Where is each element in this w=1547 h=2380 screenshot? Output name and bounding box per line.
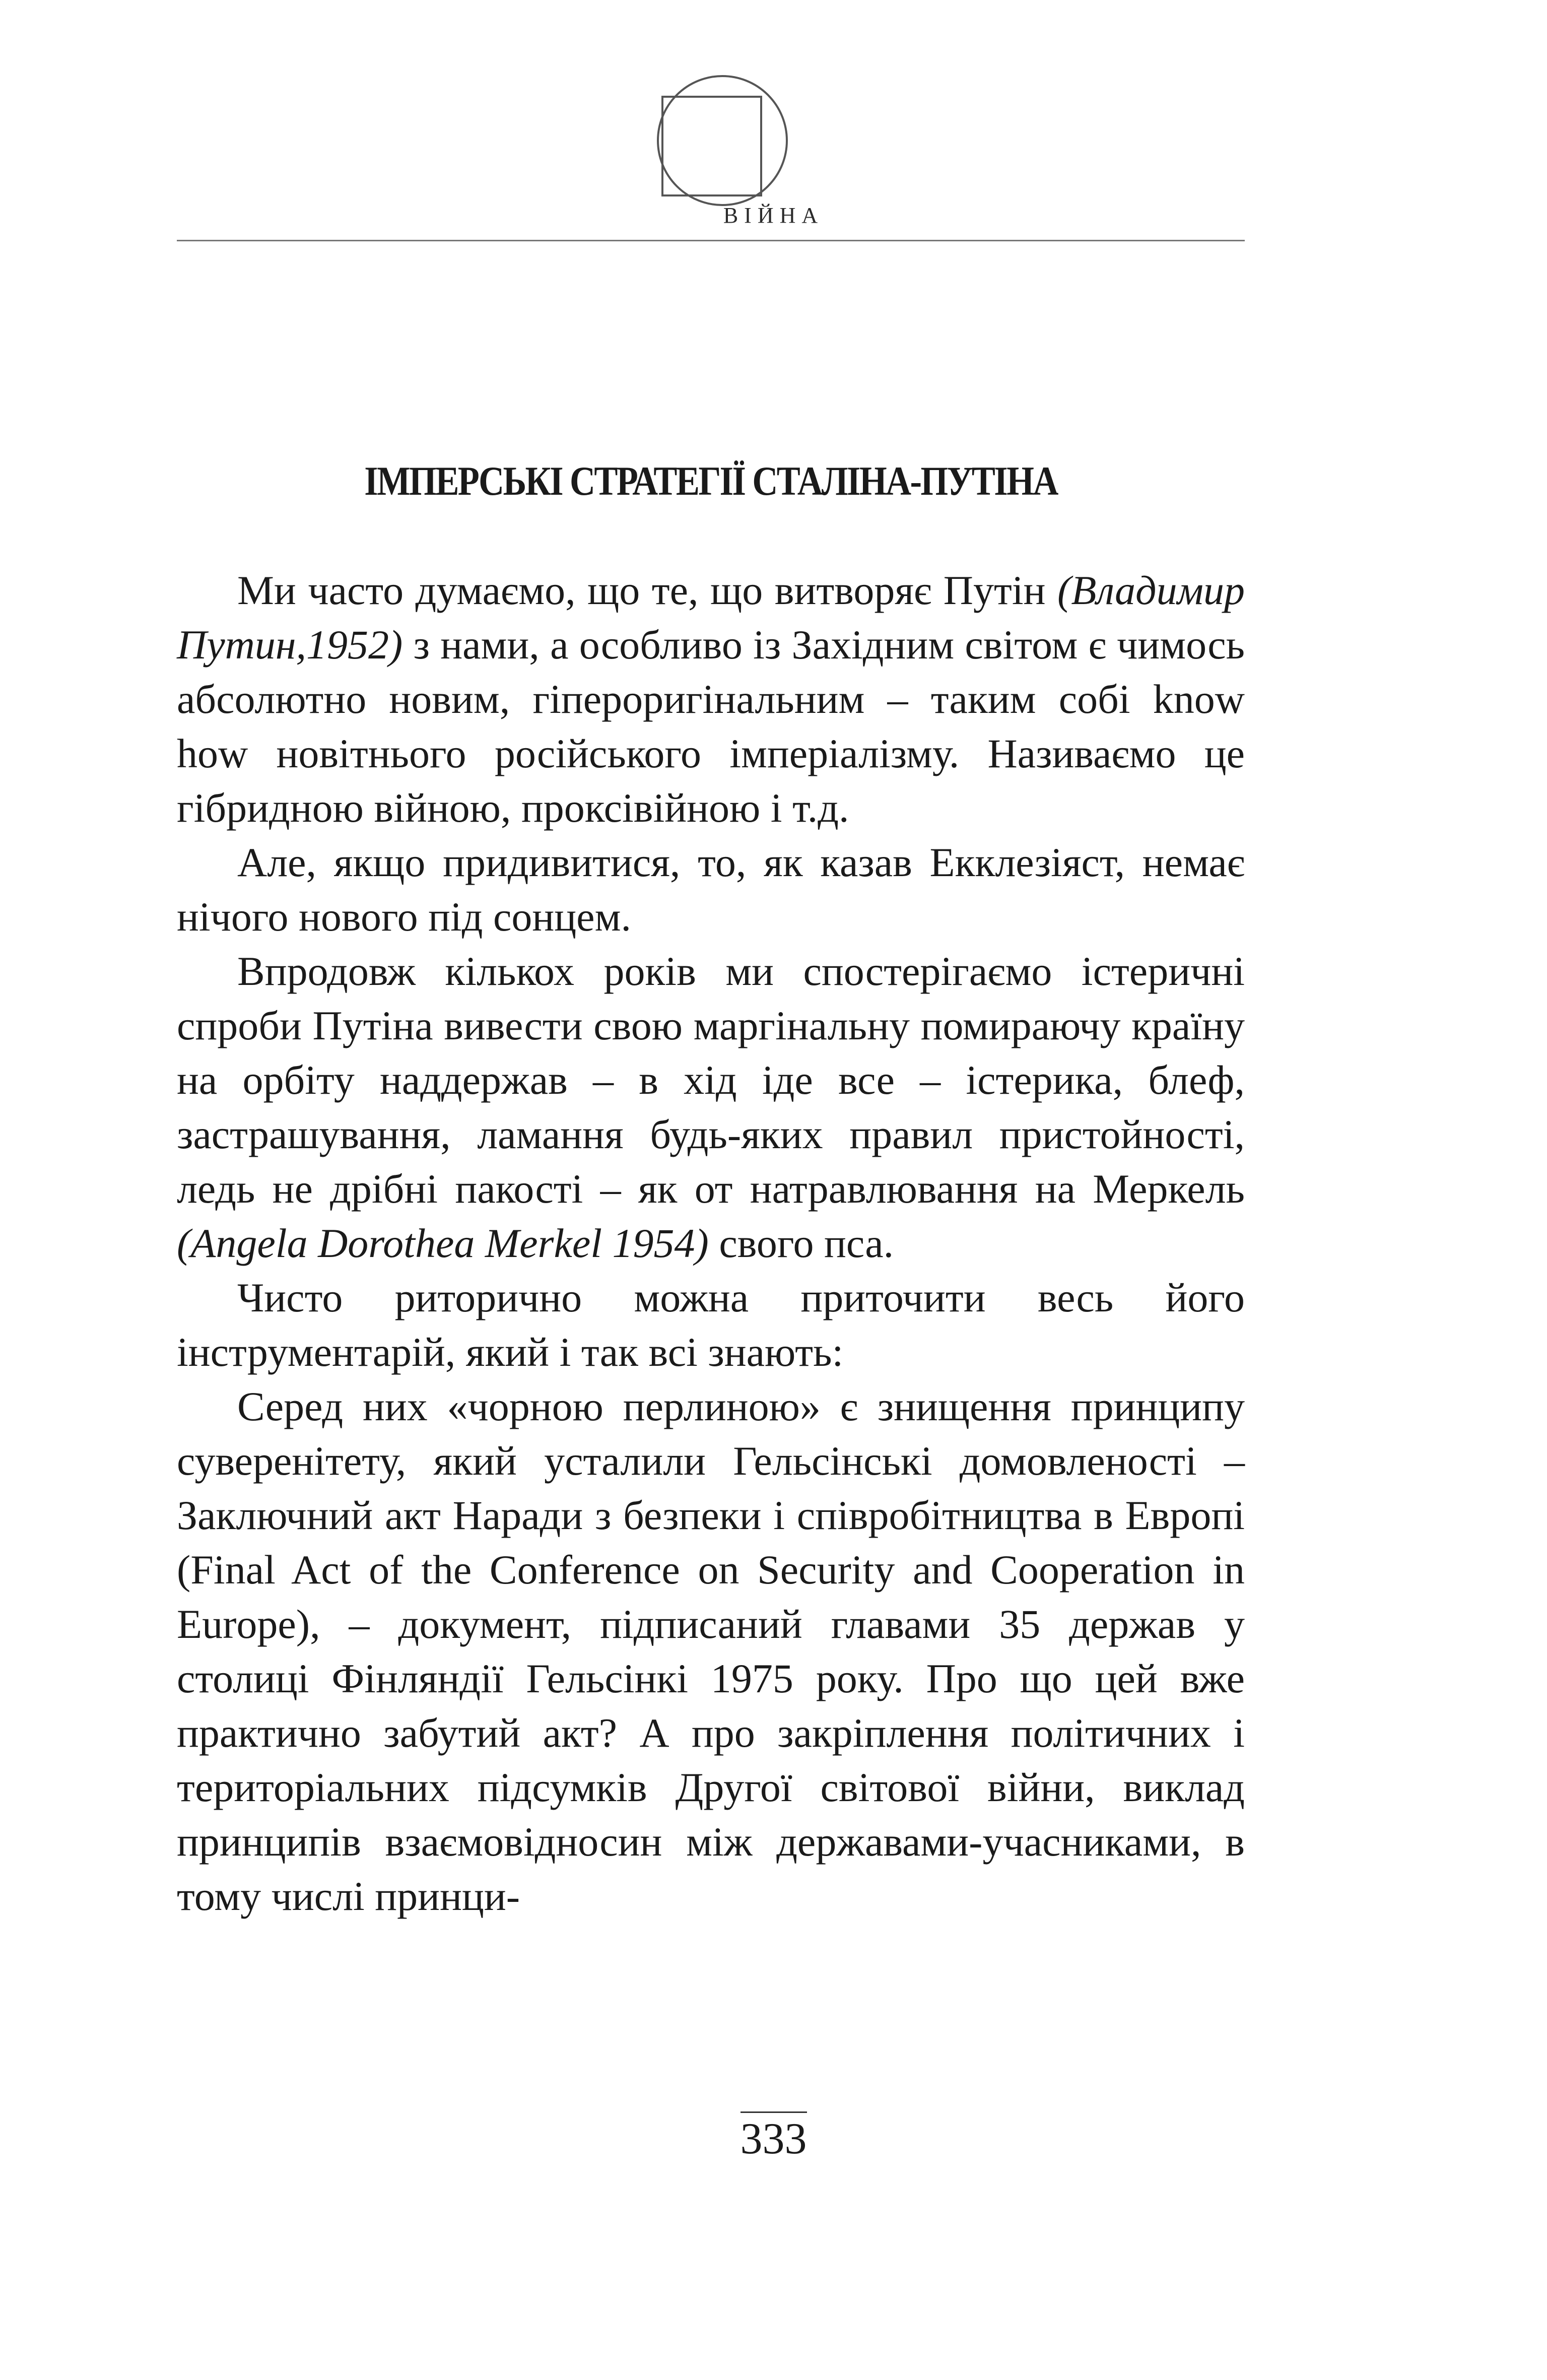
page-number [0,2111,1547,2164]
body-text [177,563,1245,1924]
paragraph-2: Але, якщо придивитися, то, як казав Екклезіяст, немає нічого нового під сонцем. [177,839,1245,940]
paragraph-1 [177,563,1245,835]
paragraph-1-italic-name: (Владимир Путин,1952) [177,567,1245,668]
paragraph-4: Чисто риторично можна приточити весь його інструментарій, який і так всі знають: [177,1275,1245,1375]
paragraph-3 [177,944,1245,1271]
section-header-title: ВІЙНА [723,203,824,228]
paragraph-3-text-end: свого пса. [708,1220,894,1266]
paragraph-5: Серед них «чорною перлиною» є знищення принципу суверенітету, який усталили Гельсінські домовленості – Заключний акт Наради з безпеки і співробітництва в Европі (Final Act of the Conference on Security and Cooperation in Europe), – документ, підписаний главами 35 держав у столиці Фінляндії Гельсінкі 1975 року. Про що цей вже практично забутий акт? А про закріплення політичних і територіальних підсумків Другої світової війни, виклад принципів взаємовідносин між державами-учасниками, в тому числі принци- [177,1383,1245,1919]
page-number-value: 333 [741,2111,807,2164]
chapter-title: ІМПЕРСЬКІ СТРАТЕГІЇ СТАЛІНА-ПУТІНА [364,458,1057,504]
paragraph-1-text-end: з нами, а особливо із Західним світом є чимось абсолютно новим, гіпероригінальним – таким собі know how новітнього російського імперіалізму. Називаємо це гібридною війною, проксівійною і т.д. [177,622,1245,831]
paragraph-3-text-start: Впродовж кількох років ми спостерігаємо істеричні спроби Путіна вивести свою маргінальну помираючу країну на орбіту наддержав – в хід іде все – істерика, блеф, застрашування, ламання будь-яких правил пристойності, ледь не дрібні пакості – як от натравлювання на Меркель [177,948,1245,1212]
paragraph-1-text-start: Ми часто думаємо, що те, що витворяє Путін [237,567,1058,613]
paragraph-3-italic-name: (Angela Dorothea Merkel 1954) [177,1220,709,1266]
circle-square-emblem-icon [651,75,793,217]
header-divider [177,240,1245,241]
